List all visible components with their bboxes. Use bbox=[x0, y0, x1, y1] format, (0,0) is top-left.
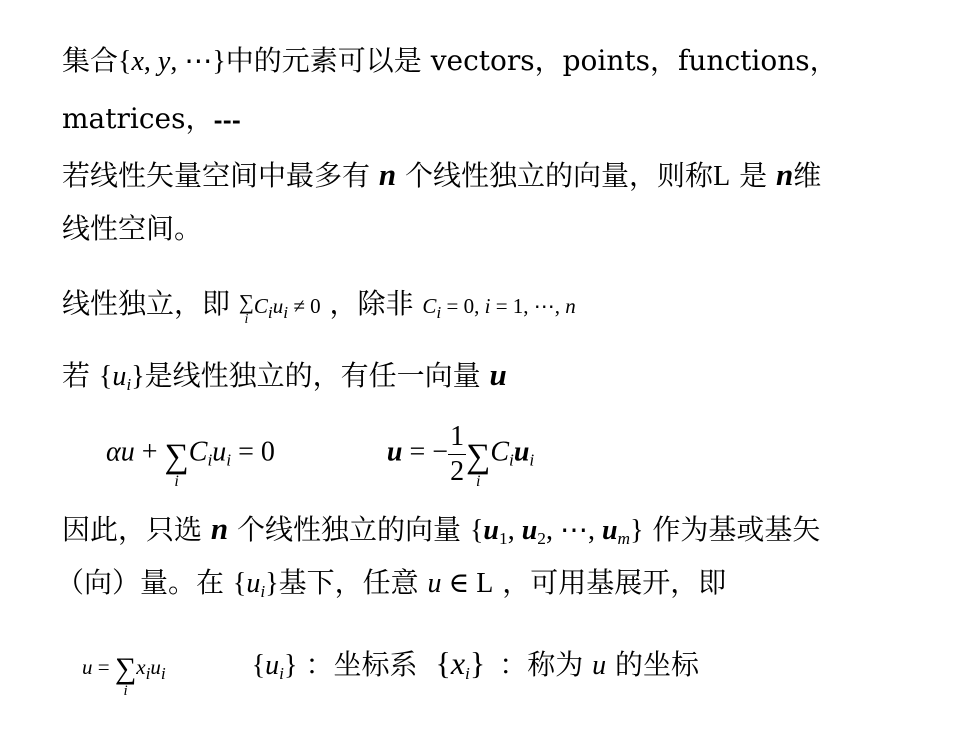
summation bbox=[115, 654, 136, 699]
math-op: = 0 bbox=[231, 436, 275, 468]
math-sub: i bbox=[283, 303, 289, 322]
sum-index: i bbox=[174, 473, 179, 490]
math-brace: { bbox=[98, 361, 113, 392]
math-var: y bbox=[157, 46, 171, 77]
sum-index: i bbox=[244, 312, 249, 327]
math-var: u bbox=[82, 655, 93, 679]
math-op: = − bbox=[402, 436, 449, 468]
fraction bbox=[448, 420, 466, 487]
math-var: x bbox=[136, 655, 146, 679]
math-sub: i bbox=[126, 375, 132, 394]
line-basis-choice bbox=[62, 512, 820, 556]
math-op: + bbox=[134, 436, 165, 468]
text: 若 bbox=[62, 359, 99, 392]
math-var: u bbox=[246, 568, 261, 599]
text: 线性独立，即 bbox=[62, 287, 239, 320]
math-var: C bbox=[422, 294, 437, 318]
math-sub: m bbox=[617, 529, 631, 548]
math-var: u bbox=[521, 515, 538, 546]
math-sub: i bbox=[509, 450, 514, 470]
text: 维 bbox=[793, 159, 822, 192]
text: 是 bbox=[730, 159, 776, 192]
math-var: α bbox=[106, 436, 121, 468]
math-sub: i bbox=[160, 664, 166, 683]
line-any-vector bbox=[62, 358, 507, 402]
math-op: = 1, ⋯, bbox=[490, 294, 566, 318]
math-op: ∈ L bbox=[441, 568, 494, 599]
line-matrices bbox=[62, 102, 241, 138]
math-var: u bbox=[120, 436, 135, 468]
math-var: i bbox=[484, 294, 491, 318]
text: ，除非 bbox=[320, 287, 423, 320]
line-linear-space bbox=[62, 212, 202, 246]
math-var: C bbox=[188, 436, 208, 468]
math-var: u bbox=[427, 568, 442, 599]
math-sub: i bbox=[267, 303, 273, 322]
math-brace: { bbox=[469, 515, 484, 546]
sum-sign: ∑ bbox=[466, 438, 491, 475]
math-sub: i bbox=[279, 664, 284, 683]
math-brace: { bbox=[435, 645, 451, 681]
math-brace: { bbox=[232, 568, 247, 599]
line-dimension-def bbox=[62, 158, 821, 194]
text: ：称为 bbox=[499, 648, 593, 681]
sum-index: i bbox=[123, 683, 128, 699]
math-brace: } bbox=[265, 568, 279, 599]
summation bbox=[466, 440, 490, 490]
math-var: x bbox=[450, 645, 466, 681]
frac-denominator: 2 bbox=[450, 455, 465, 487]
line-equations bbox=[106, 418, 534, 490]
math-sep: , ⋯, bbox=[545, 515, 602, 546]
math-sub: 2 bbox=[537, 529, 546, 548]
math-var: u bbox=[386, 436, 403, 468]
sum-sign: ∑ bbox=[164, 438, 189, 475]
math-var: u bbox=[265, 650, 280, 681]
text: ：坐标系 bbox=[305, 648, 418, 681]
math-brace: } bbox=[131, 361, 145, 392]
math-var: u bbox=[592, 650, 607, 681]
math-sep: , bbox=[143, 46, 158, 77]
line-coordinates bbox=[82, 634, 699, 699]
text: 个线性独立的向量，则称 bbox=[396, 159, 714, 192]
math-sep: , bbox=[170, 46, 185, 77]
summation bbox=[165, 440, 189, 490]
math-var: n bbox=[775, 157, 794, 192]
frac-numerator: 1 bbox=[448, 423, 466, 455]
math-var: C bbox=[253, 294, 268, 318]
text: 作为基或基矢 bbox=[643, 513, 821, 546]
math-var: u bbox=[483, 515, 499, 546]
math-brace: } bbox=[630, 515, 644, 546]
dashes: --- bbox=[213, 108, 241, 134]
math-var: u bbox=[513, 436, 530, 468]
math-var: n bbox=[565, 294, 576, 318]
text: ，可用基展开，即 bbox=[493, 566, 727, 599]
math-brace: } bbox=[469, 645, 486, 681]
line-linear-independence bbox=[62, 284, 576, 330]
sum-index: i bbox=[475, 473, 481, 490]
summation bbox=[239, 292, 254, 327]
math-symbol: L bbox=[713, 161, 731, 192]
math-var: u bbox=[212, 436, 227, 468]
text: 个线性独立的向量 bbox=[228, 513, 470, 546]
line-set-elements bbox=[62, 44, 838, 79]
math-brace: } bbox=[212, 46, 226, 77]
text: matrices， bbox=[62, 102, 214, 135]
math-sub: 1 bbox=[499, 529, 508, 548]
line-basis-expansion bbox=[56, 566, 726, 609]
math-var: u bbox=[272, 294, 284, 318]
text: 若线性矢量空间中最多有 bbox=[62, 159, 379, 192]
math-var: C bbox=[490, 436, 509, 468]
math-var: n bbox=[378, 157, 397, 192]
text: 是线性独立的，有任一向量 bbox=[144, 359, 490, 392]
math-op: ≠ 0 bbox=[288, 294, 321, 318]
math-var: u bbox=[601, 515, 618, 546]
math-var: x bbox=[131, 46, 144, 77]
math-brace: { bbox=[251, 650, 266, 681]
math-sub: i bbox=[207, 450, 213, 470]
math-brace: } bbox=[284, 650, 298, 681]
math-op: = 0, bbox=[441, 294, 485, 318]
sum-sign: ∑ bbox=[114, 652, 137, 685]
math-sub: i bbox=[145, 664, 151, 683]
text: 集合 bbox=[62, 44, 119, 77]
text: 基下，任意 bbox=[278, 566, 428, 599]
math-sub: i bbox=[260, 582, 266, 601]
text: 线性空间。 bbox=[62, 212, 203, 245]
math-ellipsis: ⋯ bbox=[184, 46, 213, 77]
math-brace: { bbox=[118, 46, 132, 77]
math-op: = bbox=[92, 655, 115, 679]
math-sub: i bbox=[529, 450, 535, 470]
math-sub: i bbox=[465, 664, 470, 683]
math-sub: i bbox=[436, 303, 442, 322]
math-var: u bbox=[112, 361, 127, 392]
math-var: u bbox=[489, 357, 507, 392]
text: 因此，只选 bbox=[62, 513, 211, 546]
math-sep: , bbox=[507, 515, 522, 546]
sum-sign: ∑ bbox=[238, 290, 254, 314]
text: （向）量。在 bbox=[56, 566, 233, 599]
math-var: u bbox=[150, 655, 161, 679]
text: 中的元素可以是 vectors，points，functions， bbox=[225, 44, 838, 77]
math-var: n bbox=[210, 511, 229, 546]
math-sub: i bbox=[226, 450, 232, 470]
text: 的坐标 bbox=[606, 648, 700, 681]
